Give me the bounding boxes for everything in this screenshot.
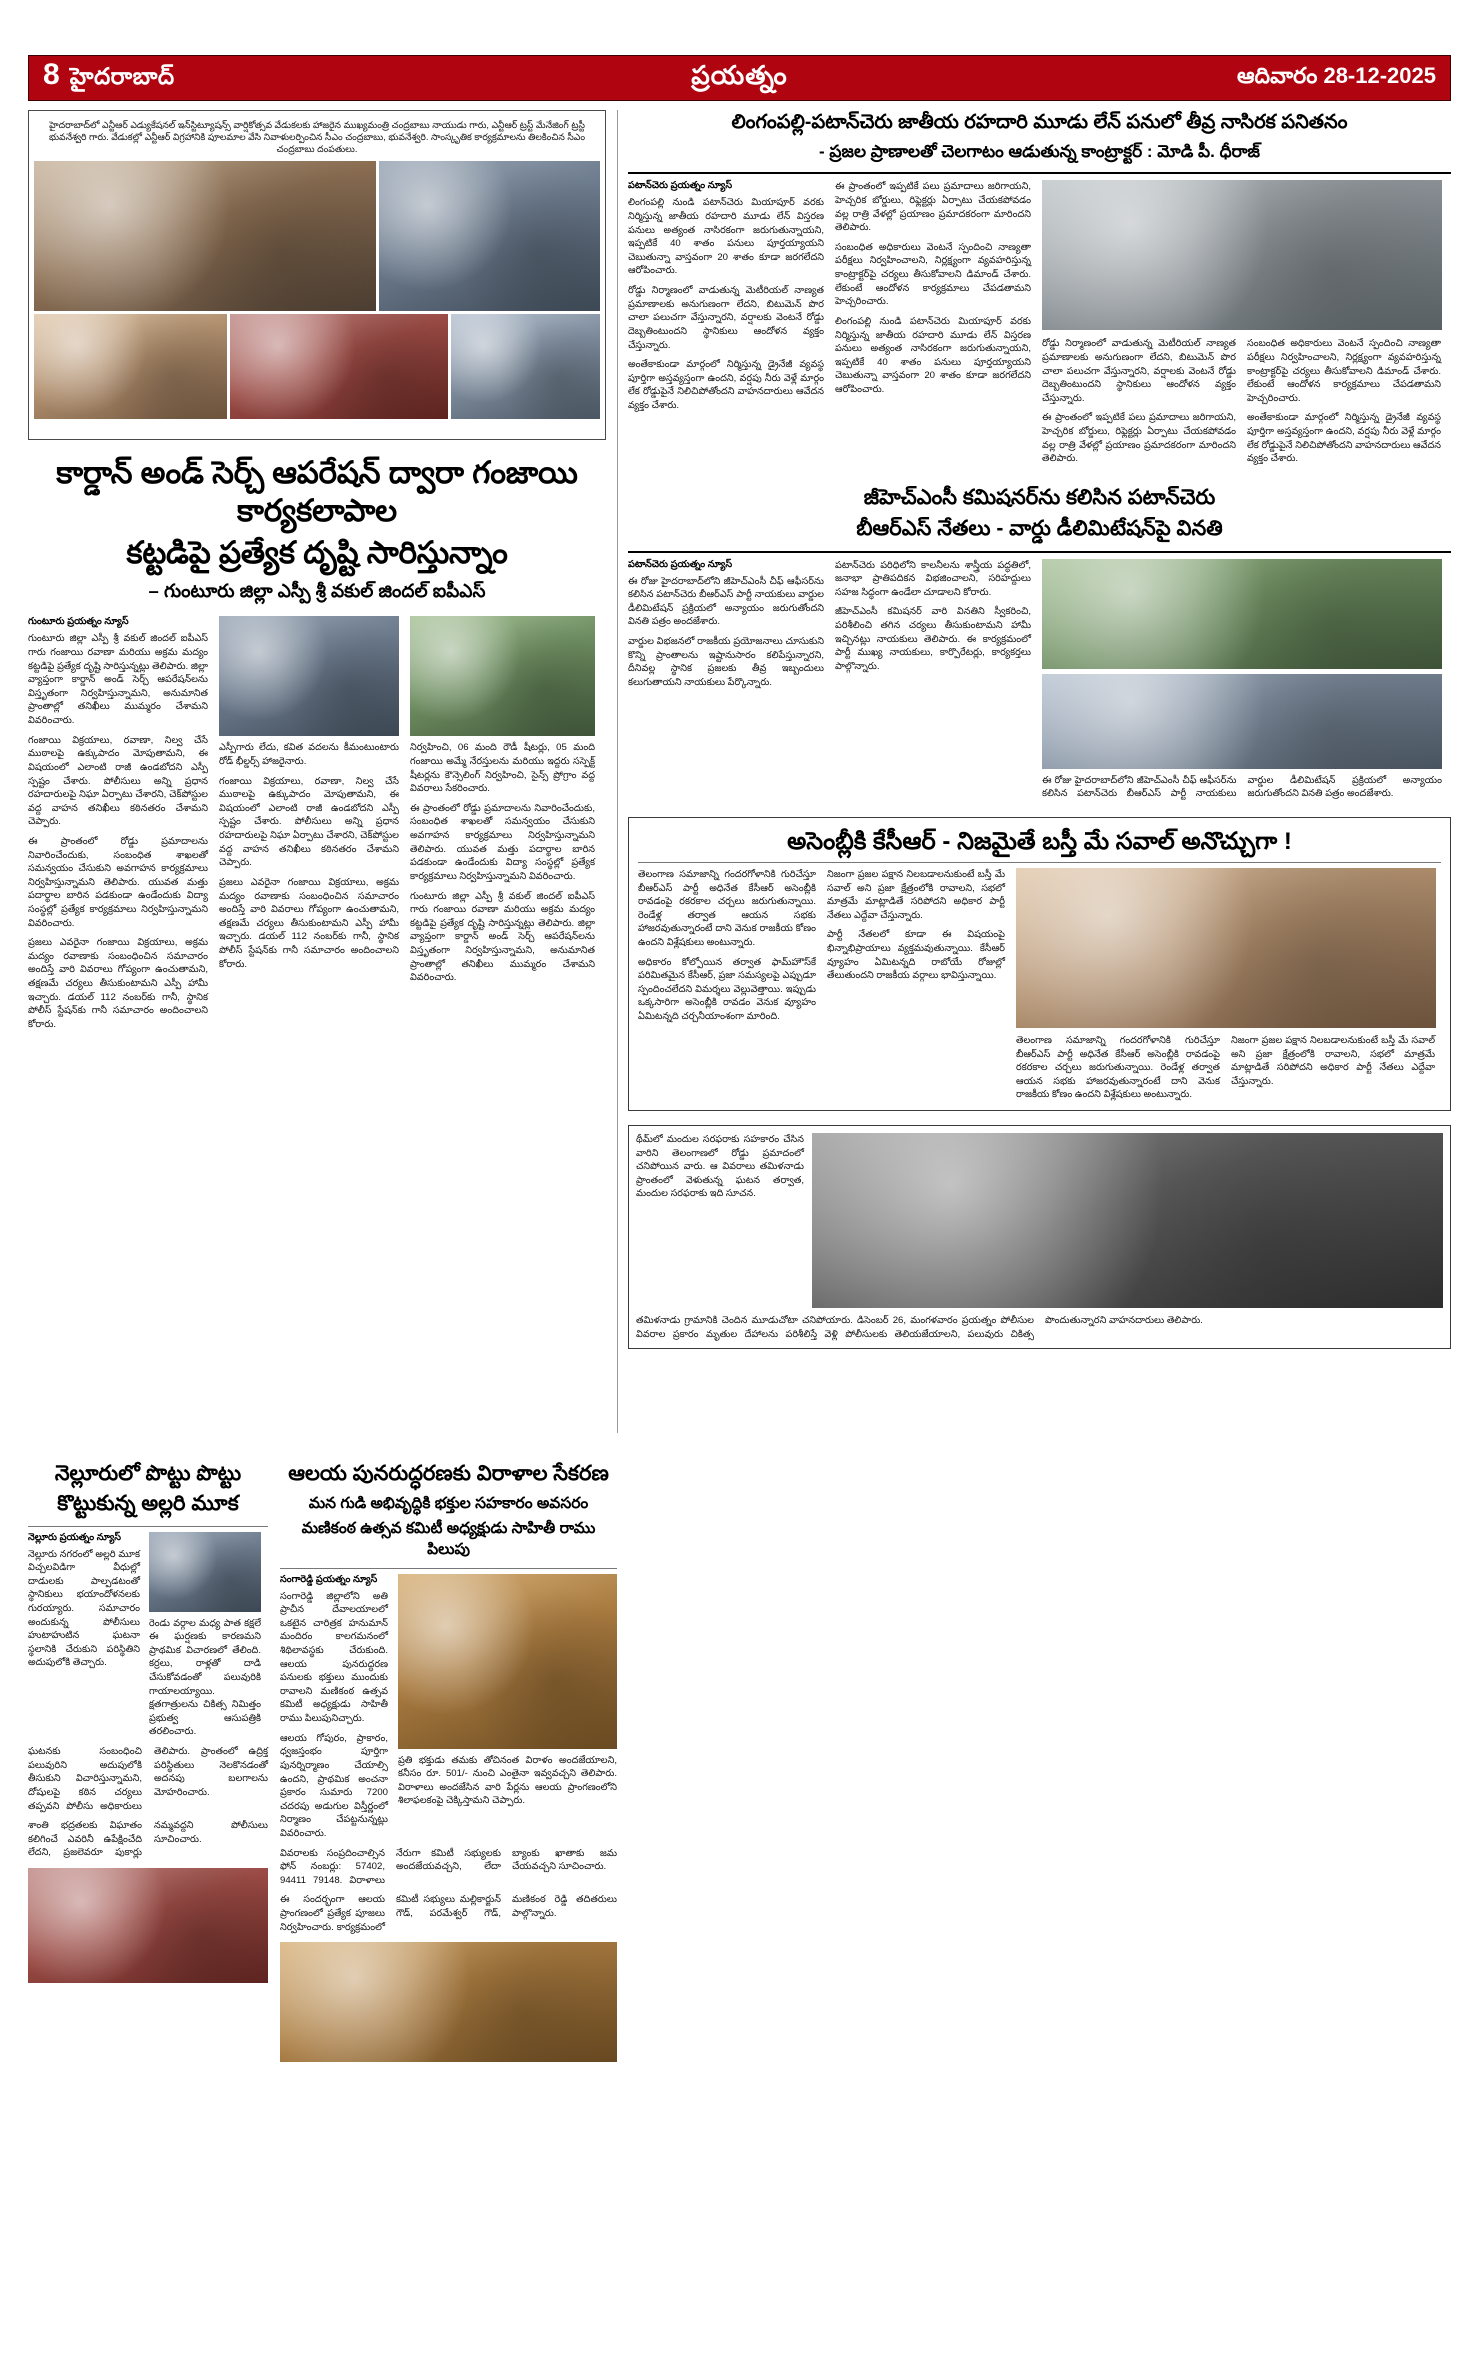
bottom-mid-photo <box>398 1574 617 1749</box>
lead-paragraph-1: గంజాయి విక్రయాలు, రవాణా, నిల్వ చేసే ముఠాలపై ఉక్కుపాదం మోపుతామని, ఈ విషయంలో ఎలాంటి రాజీ ఉండబోదని ఎస్పీ స్పష్టం చేశారు. పోలీసులు అన్ని ప్రధాన రహదారులపై నిఘా ఏర్పాటు చేశారని, చెక్‌పోస్టుల వద్ద వాహన తనిఖీలు కఠినతరం చేశామని చెప్పారు. <box>28 734 208 828</box>
paper-title: ప్రయత్నం <box>691 59 788 90</box>
right-top-article <box>628 110 1451 174</box>
lead-paragraph-0: గుంటూరు జిల్లా ఎస్పీ శ్రీ వకుల్ జిందల్ ఐపీఎస్ గారు గంజాయి రవాణా మరియు అక్రమ మద్యం కట్టడిపై ప్రత్యేక దృష్టి సారిస్తున్నట్లు తెలిపారు. జిల్లా వ్యాప్తంగా కార్డాన్ అండ్ సెర్చ్ ఆపరేషన్‌లను విస్తృతంగా నిర్వహిస్తున్నామని, అనుమానిత ప్రాంతాల్లో తనిఖీలు ముమ్మరం చేశామని వివరించారు. <box>28 633 208 727</box>
right-mid-headline-line2: బీఆర్ఎస్ నేతలు - వార్డు డీలిమిటేషన్‌పై వినతి <box>856 517 1223 541</box>
lead-paragraph-2: ఈ ప్రాంతంలో రోడ్డు ప్రమాదాలను నివారించేందుకు, సంబంధిత శాఖలతో సమన్వయం చేసుకుని అవగాహన కార్యక్రమాలు నిర్వహిస్తున్నామని తెలిపారు. యువత మత్తు పదార్థాల బారిన పడకుండా ఉండేందుకు విద్యా సంస్థల్లో ప్రత్యేక కార్యక్రమాలు నిర్వహిస్తున్నామని వివరించారు. <box>28 835 208 929</box>
right-mid-headline-line1: జీహెచ్ఎంసీ కమిషనర్‌ను కలిసిన పటాన్‌చెరు <box>863 485 1216 509</box>
right-bottom-paragraph-4: తెలంగాణ సమాజాన్ని గందరగోళానికి గురిచేస్తూ బీఆర్ఎస్ పార్టీ అధినేత కేసీఆర్ అసెంబ్లీకి రావడంపై రకరకాల చర్చలు జరుగుతున్నాయి. రెండేళ్ల తర్వాత ఆయన సభకు హాజరవుతున్నారంటే దాని వెనుక రాజకీయ కోణం ఉందని విశ్లేషకులు అంటున్నారు. <box>1016 1034 1220 1101</box>
right-bottom-article <box>628 817 1451 1111</box>
accident-photo-box <box>628 1125 1451 1349</box>
lead-photo-box <box>28 110 606 440</box>
edition-city: హైదరాబాద్ <box>69 63 175 89</box>
bottom-left-paragraph-2: ఘటనకు సంబంధించి పలువురిని అదుపులోకి తీసుకుని విచారిస్తున్నామని, దోషులపై కఠిన చర్యలు తప్పవని పోలీసు అధికారులు తెలిపారు. ప్రాంతంలో ఉద్రిక్త పరిస్థితులు నెలకొనడంతో అదనపు బలగాలను మోహరించారు. <box>28 1746 268 1812</box>
page-body <box>28 110 1451 2335</box>
right-top-paragraph-2: అంతేకాకుండా మార్గంలో నిర్మిస్తున్న డ్రైనేజీ వ్యవస్థ పూర్తిగా అస్తవ్యస్తంగా ఉందని, వర్షపు నీరు వెళ్లే మార్గం లేక రోడ్డుపైనే నిలిచిపోతోందని వాహనదారులు ఆవేదన వ్యక్తం చేశారు. <box>628 359 824 411</box>
column-divider <box>617 110 618 1433</box>
left-column <box>28 110 606 1032</box>
lead-extra-paragraph-4: గుంటూరు జిల్లా ఎస్పీ శ్రీ వకుల్ జిందల్ ఐపీఎస్ గారు గంజాయి రవాణా మరియు అక్రమ మద్యం కట్టడిపై ప్రత్యేక దృష్టి సారిస్తున్నట్లు తెలిపారు. జిల్లా వ్యాప్తంగా కార్డాన్ అండ్ సెర్చ్ ఆపరేషన్‌లను విస్తృతంగా నిర్వహిస్తున్నామని, అనుమానిత ప్రాంతాల్లో తనిఖీలు ముమ్మరం చేశామని వివరించారు. <box>410 890 595 984</box>
right-mid-paragraph-2: పటాన్‌చెరు పరిధిలోని కాలనీలను శాస్త్రీయ పద్ధతిలో, జనాభా ప్రాతిపదికన విభజించాలని, సరిహద్దులు సహజ సిద్ధంగా ఉండేలా చూడాలని కోరారు. <box>835 559 1031 598</box>
right-bottom-headline: అసెంబ్లీకి కేసీఆర్ - నిజమైతే బస్తీ మే సవాల్ అనొచ్చుగా ! <box>787 827 1292 855</box>
bottom-mid-paragraph-2: ప్రతి భక్తుడు తమకు తోచినంత విరాళం అందజేయాలని, కనీసం రూ. 501/- నుంచి ఎంతైనా ఇవ్వవచ్చని తెలిపారు. విరాళాలు అందజేసిన వారి పేర్లను ఆలయ ప్రాంగణంలోని శిలాఫలకంపై చెక్కిస్తామని చెప్పారు. <box>398 1754 617 1807</box>
bottom-left-rule <box>28 1526 268 1527</box>
bottom-left-paragraph-1: రెండు వర్గాల మధ్య పాత కక్షలే ఈ ఘర్షణకు కారణమని ప్రాథమిక విచారణలో తేలింది. కర్రలు, రాళ్లతో దాడి చేసుకోవడంతో పలువురికి గాయాలయ్యాయి. క్షతగాత్రులను చికిత్స నిమిత్తం ప్రభుత్వ ఆసుపత్రికి తరలించారు. <box>149 1617 261 1738</box>
right-top-rule <box>628 172 1451 174</box>
lead-extra-paragraph-2: ప్రజలు ఎవరైనా గంజాయి విక్రయాలు, అక్రమ మద్యం రవాణాకు సంబంధించిన సమాచారం అందిస్తే వారి వివరాలు గోప్యంగా ఉంచుతామని, తక్షణమే చర్యలు తీసుకుంటామని ఎస్పీ హామీ ఇచ్చారు. డయల్ 112 నంబర్‌కు గానీ, స్థానిక పోలీస్ స్టేషన్‌కు గానీ సమాచారం అందించాలని కోరారు. <box>219 876 399 970</box>
right-top-photo <box>1042 180 1442 330</box>
lead-photo-4 <box>230 314 449 419</box>
lead-inset-photo-2 <box>410 616 595 736</box>
bottom-left-photo <box>149 1532 261 1612</box>
lead-extra-paragraph-3: ఈ ప్రాంతంలో రోడ్డు ప్రమాదాలను నివారించేందుకు, సంబంధిత శాఖలతో సమన్వయం చేసుకుని అవగాహన కార్యక్రమాలు నిర్వహిస్తున్నామని తెలిపారు. యువత మత్తు పదార్థాల బారిన పడకుండా ఉండేందుకు విద్యా సంస్థల్లో ప్రత్యేక కార్యక్రమాలు నిర్వహిస్తున్నామని వివరించారు. <box>410 802 595 882</box>
right-top-byline: పటాన్‌చెరు ప్రయత్నం న్యూస్ <box>628 180 733 192</box>
bottom-mid-byline: సంగారెడ్డి ప్రయత్నం న్యూస్ <box>280 1573 378 1585</box>
right-bottom-paragraph-5: నిజంగా ప్రజల పక్షాన నిలబడాలనుకుంటే బస్తీ మే సవాల్ అని ప్రజా క్షేత్రంలోకి రావాలని, సభలో మాత్రమే మాట్లాడితే సరిపోదని అధికార పార్టీ నేతలు ఎద్దేవా చేస్తున్నారు. <box>1231 1034 1435 1087</box>
lead-paragraph-3: ప్రజలు ఎవరైనా గంజాయి విక్రయాలు, అక్రమ మద్యం రవాణాకు సంబంధించిన సమాచారం అందిస్తే వారి వివరాలు గోప్యంగా ఉంచుతామని, తక్షణమే చర్యలు తీసుకుంటామని ఎస్పీ హామీ ఇచ్చారు. డయల్ 112 నంబర్‌కు గానీ, స్థానిక పోలీస్ స్టేషన్‌కు గానీ సమాచారం అందించాలని కోరారు. <box>28 937 208 1030</box>
right-top-paragraph-0: లింగంపల్లి నుండి పటాన్‌చెరు మియాపూర్ వరకు నిర్మిస్తున్న జాతీయ రహదారి మూడు లేన్ విస్తరణ పనులు అత్యంత నాసిరకంగా జరుగుతున్నాయని, ఇప్పటికే 40 శాతం పనులు పూర్తయ్యాయని చెబుతున్నా వాస్తవంగా 20 శాతం కూడా జరగలేదని ఆరోపించారు. <box>628 197 824 277</box>
right-bottom-paragraph-1: అధికారం కోల్పోయిన తర్వాత ఫామ్‌హౌస్‌కే పరిమితమైన కేసీఆర్, ప్రజా సమస్యలపై ఎప్పుడూ స్పందించలేదని విమర్శలు వెల్లువెత్తాయి. ఇప్పుడు ఒక్కసారిగా అసెంబ్లీకి రావడం వెనుక వ్యూహం ఏమిటన్నది చర్చనీయాంశంగా మారింది. <box>638 956 816 1023</box>
lead-headline-line1: కార్డాన్ అండ్ సెర్చ్ ఆపరేషన్ ద్వారా గంజాయి కార్యకలాపాల <box>56 455 578 528</box>
right-top-paragraph-1: రోడ్డు నిర్మాణంలో వాడుతున్న మెటీరియల్ నాణ్యత ప్రమాణాలకు అనుగుణంగా లేదని, బిటుమెన్ పొర చాలా పలుచగా వేస్తున్నారని, వర్షాలకు వెంటనే రోడ్డు దెబ్బతింటుందని స్థానికులు ఆందోళన వ్యక్తం చేస్తున్నారు. <box>628 285 824 351</box>
right-top-paragraph-5: లింగంపల్లి నుండి పటాన్‌చెరు మియాపూర్ వరకు నిర్మిస్తున్న జాతీయ రహదారి మూడు లేన్ విస్తరణ పనులు అత్యంత నాసిరకంగా జరుగుతున్నాయని, ఇప్పటికే 40 శాతం పనులు పూర్తయ్యాయని చెబుతున్నా వాస్తవంగా 20 శాతం కూడా జరగలేదని ఆరోపించారు. <box>835 315 1031 395</box>
bottom-mid-paragraph-1: ఆలయ గోపురం, ప్రాకారం, ధ్వజస్తంభం పూర్తిగా పునర్నిర్మాణం చేయాల్సి ఉందని, ప్రాథమిక అంచనా ప్రకారం సుమారు 7200 చదరపు అడుగుల విస్తీర్ణంలో నిర్మాణం చేపట్టనున్నట్లు వివరించారు. <box>280 1732 388 1839</box>
right-bottom-rule <box>638 862 1441 863</box>
accident-photo <box>812 1133 1443 1308</box>
lead-extra-paragraph-1: గంజాయి విక్రయాలు, రవాణా, నిల్వ చేసే ముఠాలపై ఉక్కుపాదం మోపుతామని, ఈ విషయంలో ఎలాంటి రాజీ ఉండబోదని ఎస్పీ స్పష్టం చేశారు. పోలీసులు అన్ని ప్రధాన రహదారులపై నిఘా ఏర్పాటు చేశారని, చెక్‌పోస్టుల వద్ద వాహన తనిఖీలు కఠినతరం చేశామని చెప్పారు. <box>219 775 399 869</box>
lead-photo-2 <box>379 161 600 311</box>
bottom-mid-headline: ఆలయ పునరుద్ధరణకు విరాళాల సేకరణ <box>288 1462 609 1485</box>
lead-photo-5 <box>451 314 600 419</box>
right-mid-paragraph-0: ఈ రోజు హైదరాబాద్‌లోని జీహెచ్ఎంసీ చీఫ్ ఆఫీసర్‌ను కలిసిన పటాన్‌చెరు బీఆర్ఎస్ పార్టీ నాయకులు వార్డుల డీలిమిటేషన్ ప్రక్రియలో అన్యాయం జరుగుతోందని వినతి పత్రం అందజేశారు. <box>628 575 824 628</box>
lead-photo-caption: హైదరాబాద్‌లో ఎన్టీఆర్ ఎడ్యుకేషనల్ ఇన్‌స్టిట్యూషన్స్ వార్షికోత్సవ వేడుకలకు హాజరైన ముఖ్యమంత్రి చంద్రబాబు నాయుడు గారు, ఎన్టీఆర్ ట్రస్ట్ మేనేజింగ్ ట్రస్టీ భువనేశ్వరి గారు. వేడుకల్లో ఎన్టీఆర్ విగ్రహానికి పూలమాల వేసి నివాళులర్పించిన సీఎం చంద్రబాబు, భువనేశ్వరి. సాంస్కృతిక కార్యక్రమాలను తిలకించిన సీఎం చంద్రబాబు దంపతులు. <box>48 120 586 155</box>
lead-photo-1 <box>34 161 376 311</box>
right-top-paragraph-9: అంతేకాకుండా మార్గంలో నిర్మిస్తున్న డ్రైనేజీ వ్యవస్థ పూర్తిగా అస్తవ్యస్తంగా ఉందని, వర్షపు నీరు వెళ్లే మార్గం లేక రోడ్డుపైనే నిలిచిపోతోందని వాహనదారులు ఆవేదన వ్యక్తం చేశారు. <box>1247 412 1441 465</box>
right-mid-photo-caption: ఈ రోజు హైదరాబాద్‌లోని జీహెచ్ఎంసీ చీఫ్ ఆఫీసర్‌ను కలిసిన పటాన్‌చెరు బీఆర్ఎస్ పార్టీ నాయకులు వార్డుల డీలిమిటేషన్ ప్రక్రియలో అన్యాయం జరుగుతోందని వినతి పత్రం అందజేశారు. <box>1042 774 1442 800</box>
bottom-mid-rule <box>280 1568 617 1569</box>
right-bottom-portrait-photo <box>1016 868 1436 1028</box>
bottom-left-headline-line2: కొట్టుకున్న అల్లరి మూక <box>57 1492 239 1516</box>
right-mid-photo-2 <box>1042 674 1442 769</box>
right-bottom-paragraph-2: నిజంగా ప్రజల పక్షాన నిలబడాలనుకుంటే బస్తీ మే సవాల్ అని ప్రజా క్షేత్రంలోకి రావాలని, సభలో మాత్రమే మాట్లాడితే సరిపోదని అధికార పార్టీ నేతలు ఎద్దేవా చేస్తున్నారు. <box>827 868 1005 921</box>
right-top-body <box>628 180 1451 465</box>
right-top-paragraph-4: సంబంధిత అధికారులు వెంటనే స్పందించి నాణ్యతా పరీక్షలు నిర్వహించాలని, నిర్లక్ష్యంగా వ్యవహరిస్తున్న కాంట్రాక్టర్‌పై చర్యలు తీసుకోవాలని డిమాండ్ చేశారు. లేకుంటే ఆందోళన కార్యక్రమాలు చేపడతామని హెచ్చరించారు. <box>835 241 1031 308</box>
right-mid-article <box>628 484 1451 553</box>
bottom-mid-subhead-1: మన గుడి అభివృద్ధికి భక్తుల సహకారం అవసరం <box>308 1495 589 1513</box>
bottom-mid-subhead-2: మణికంఠ ఉత్సవ కమిటీ అధ్యక్షుడు సాహితీ రాము పిలుపు <box>301 1520 596 1558</box>
bottom-left-paragraph-3: శాంతి భద్రతలకు విఘాతం కలిగించే ఎవరినీ ఉపేక్షించేది లేదని, ప్రజలెవరూ పుకార్లు నమ్మవద్దని పోలీసులు సూచించారు. <box>28 1820 268 1859</box>
right-top-headline-line2: - ప్రజల ప్రాణాలతో చెలగాటం ఆడుతున్న కాంట్రాక్టర్ : మోడి పీ. ధీరాజ్ <box>819 142 1260 162</box>
lead-byline: గుంటూరు ప్రయత్నం న్యూస్ <box>28 616 129 628</box>
right-top-paragraph-7: ఈ ప్రాంతంలో ఇప్పటికే పలు ప్రమాదాలు జరిగాయని, హెచ్చరిక బోర్డులు, రిఫ్లెక్టర్లు ఏర్పాటు చేయకపోవడం వల్ల రాత్రి వేళల్లో ప్రయాణం ప్రమాదకరంగా మారిందని తెలిపారు. <box>1042 412 1236 465</box>
publication-date: ఆదివారం 28-12-2025 <box>1237 62 1436 88</box>
page-number: 8 <box>43 58 60 91</box>
right-bottom-paragraph-0: తెలంగాణ సమాజాన్ని గందరగోళానికి గురిచేస్తూ బీఆర్ఎస్ పార్టీ అధినేత కేసీఆర్ అసెంబ్లీకి రావడంపై రకరకాల చర్చలు జరుగుతున్నాయి. రెండేళ్ల తర్వాత ఆయన సభకు హాజరవుతున్నారంటే దాని వెనుక రాజకీయ కోణం ఉందని విశ్లేషకులు అంటున్నారు. <box>638 868 816 948</box>
lead-photo-caption-2: నిర్వహించి, 06 మంది రౌడీ షీటర్లు, 05 మంది గంజాయి అమ్మే నేరస్తులను మరియు ఇద్దరు సస్పెక్ట్ షీటర్లను కౌన్సెలింగ్ నిర్వహించి, సైన్స్ ప్రోగ్రాం వద్ద వివరాలు సేకరించారు. <box>410 742 595 795</box>
right-mid-body <box>628 559 1451 801</box>
lead-inset-photo-1 <box>219 616 399 736</box>
right-top-paragraph-6: రోడ్డు నిర్మాణంలో వాడుతున్న మెటీరియల్ నాణ్యత ప్రమాణాలకు అనుగుణంగా లేదని, బిటుమెన్ పొర చాలా పలుచగా వేస్తున్నారని, వర్షాలకు వెంటనే రోడ్డు దెబ్బతింటుందని స్థానికులు ఆందోళన వ్యక్తం చేస్తున్నారు. <box>1042 338 1236 404</box>
right-column <box>628 110 1451 1349</box>
right-mid-photo-1 <box>1042 559 1442 669</box>
bottom-mid-paragraph-0: సంగారెడ్డి జిల్లాలోని అతి ప్రాచీన దేవాలయాలలో ఒకటైన చారిత్రక హనుమాన్ మందిరం కాలగమనంలో శిథిలావస్థకు చేరుకుంది. ఆలయ పునరుద్ధరణ పనులకు భక్తులు ముందుకు రావాలని మణికంఠ ఉత్సవ కమిటీ అధ్యక్షుడు సాహితీ రాము పిలుపునిచ్చారు. <box>280 1590 388 1725</box>
lead-photo-caption-1: ఎస్పీగారు లేదు, కవిత వదలను కీమంటుంటారు రోడ్ భీల్డర్స్ హాజరైనారు. <box>219 742 399 768</box>
lead-headline-line2: కట్టడిపై ప్రత్యేక దృష్టి సారిస్తున్నాం <box>126 534 508 570</box>
accident-caption-2: తమిళనాడు గ్రామానికి చెందిన మూడుచోటా చనిపోయారు. డిసెంబర్ 26, మంగళవారం ప్రయత్నం పోలీసుల వివరాల ప్రకారం మృతుల దేహాలను పరిశీలిస్తే వెళ్లి పోలీసులకు తెలియజేయాలని, పలువురు చికిత్స పొందుతున్నారని వాహనదారులు తెలిపారు. <box>636 1314 1203 1340</box>
bottom-mid-paragraph-4: ఈ సందర్భంగా ఆలయ ప్రాంగణంలో ప్రత్యేక పూజలు నిర్వహించారు. కార్యక్రమంలో కమిటీ సభ్యులు మల్లికార్జున్ గౌడ్, పరమేశ్వర్ గౌడ్, మణికంఠ రెడ్డి తదితరులు పాల్గొన్నారు. <box>280 1894 617 1933</box>
accident-caption-1: థీమ్‌లో మందుల సరఫరాకు సహకారం చేసిన వారిని తెలంగాణలో రోడ్డు ప్రమాదంలో చనిపోయిన వారు. ఆ వివరాలు తమిళనాడు ప్రాంతంలో వెళుతున్న ఘటన తర్వాత, మందుల సరఫరాకు ఇది సూచన. <box>636 1133 804 1200</box>
bottom-mid-article <box>280 1460 617 2062</box>
bottom-left-article <box>28 1460 268 1983</box>
masthead-banner <box>28 55 1451 101</box>
bottom-mid-paragraph-3: వివరాలకు సంప్రదించాల్సిన ఫోన్ నంబర్లు: 57402, 94411 79148. విరాళాలు నేరుగా కమిటీ సభ్యులకు అందజేయవచ్చని, లేదా బ్యాంకు ఖాతాకు జమ చేయవచ్చని సూచించారు. <box>280 1847 617 1886</box>
right-mid-byline: పటాన్‌చెరు ప్రయత్నం న్యూస్ <box>628 558 733 570</box>
right-bottom-paragraph-3: పార్టీ నేతలలో కూడా ఈ విషయంపై భిన్నాభిప్రాయాలు వ్యక్తమవుతున్నాయి. కేసీఆర్ వ్యూహం ఏమిటన్నది రాబోయే రోజుల్లో తేలుతుందని రాజకీయ వర్గాలు భావిస్తున్నాయి. <box>827 929 1005 982</box>
right-mid-paragraph-3: జీహెచ్ఎంసీ కమిషనర్ వారి వినతిని స్వీకరించి, పరిశీలించి తగిన చర్యలు తీసుకుంటామని హామీ ఇచ్చినట్లు నాయకులు తెలిపారు. ఈ కార్యక్రమంలో పార్టీ ముఖ్య నాయకులు, కార్పొరేటర్లు, కార్యకర్తలు పాల్గొన్నారు. <box>835 606 1031 672</box>
bottom-left-photo-2 <box>28 1868 268 1983</box>
masthead-left <box>43 60 175 96</box>
bottom-left-headline-line1: నెల్లూరులో పొట్టు పొట్టు <box>54 1462 242 1485</box>
lead-article-body <box>28 616 606 1031</box>
bottom-left-paragraph-0: నెల్లూరు నగరంలో అల్లరి మూక విచ్చలవిడిగా వీధుల్లో దాడులకు పాల్పడటంతో స్థానికులు భయాందోళనలకు గురయ్యారు. సమాచారం అందుకున్న పోలీసులు హుటాహుటిన ఘటనా స్థలానికి చేరుకుని పరిస్థితిని అదుపులోకి తెచ్చారు. <box>28 1548 140 1669</box>
lead-subheadline: – గుంటూరు జిల్లా ఎస్పీ శ్రీ వకుల్ జిందల్ ఐపీఎస్ <box>148 580 486 602</box>
lead-photo-3 <box>34 314 227 419</box>
bottom-left-byline: నెల్లూరు ప్రయత్నం న్యూస్ <box>28 1531 122 1543</box>
right-mid-paragraph-1: వార్డుల విభజనలో రాజకీయ ప్రయోజనాలు చూసుకుని కొన్ని ప్రాంతాలను ఇష్టానుసారం కలిపేస్తున్నారని, దీనివల్ల స్థానిక ప్రజలకు తీవ్ర ఇబ్బందులు కలుగుతాయని నాయకులు పేర్కొన్నారు. <box>628 635 824 688</box>
right-mid-rule <box>628 551 1451 553</box>
right-top-paragraph-3: ఈ ప్రాంతంలో ఇప్పటికే పలు ప్రమాదాలు జరిగాయని, హెచ్చరిక బోర్డులు, రిఫ్లెక్టర్లు ఏర్పాటు చేయకపోవడం వల్ల రాత్రి వేళల్లో ప్రయాణం ప్రమాదకరంగా మారిందని తెలిపారు. <box>835 181 1031 234</box>
right-top-headline-line1: లింగంపల్లి-పటాన్‌చెరు జాతీయ రహదారి మూడు లేన్ పనులో తీవ్ర నాసిరక పనితనం <box>731 111 1348 133</box>
bottom-mid-photo-2 <box>280 1942 617 2062</box>
right-top-paragraph-8: సంబంధిత అధికారులు వెంటనే స్పందించి నాణ్యతా పరీక్షలు నిర్వహించాలని, నిర్లక్ష్యంగా వ్యవహరిస్తున్న కాంట్రాక్టర్‌పై చర్యలు తీసుకోవాలని డిమాండ్ చేశారు. లేకుంటే ఆందోళన కార్యక్రమాలు చేపడతామని హెచ్చరించారు. <box>1247 338 1441 404</box>
lead-article <box>28 454 606 606</box>
